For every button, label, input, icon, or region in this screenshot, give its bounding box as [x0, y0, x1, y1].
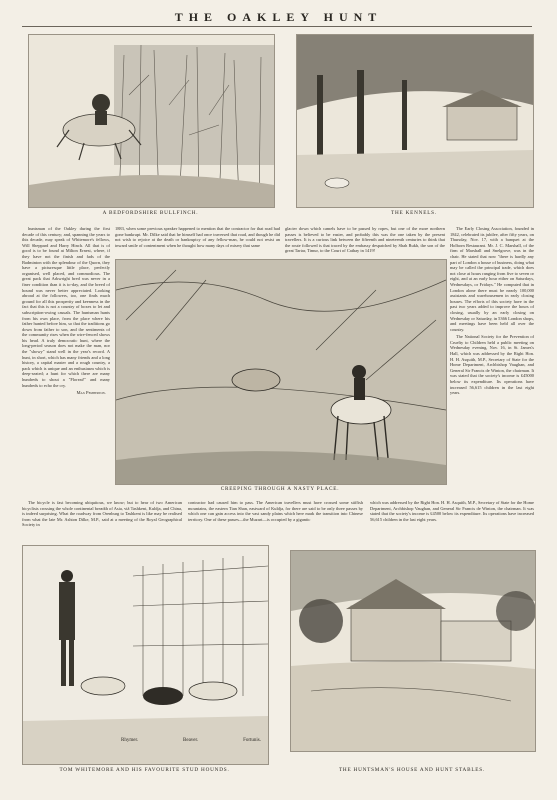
- article-column-1: [22, 226, 110, 496]
- caption-kennels: THE KENNELS.: [391, 210, 437, 216]
- article-paragraph: which was addressed by the Right Hon. H. H. Asquith, M.P., Secretary of State for the Home Department, Archbishop Vaughan, and General Sir Francis de Winton, the chairman. It was stated that the society's income is £4500 below its expenditure. Its operations have increased 56,615 children in the last eight years.: [370, 500, 534, 522]
- page-title: THE OAKLEY HUNT: [174, 10, 383, 24]
- article-paragraph: The bicycle is fast becoming ubiquitous, we know; but to hear of two American bicyclists crossing the whole continental breadth of Asia, viâ Tashkent, Kuldja, and China, is indeed surprising. What the roadway from Orenburg to Tashkent is like may be realised from what the late Mr. Ashton Dilke, M.P., said at a meeting of the Royal Geographical Society in: [22, 500, 182, 528]
- article-paragraph: 1883, when some previous speaker happened to mention that the contractor for that road had gone bankrupt. Mr. Dilke said that he himself had once traversed that road, and though he did not wish to rejoice at the death or bankruptcy of any fellow-man, he could not resist an inward smile of contentment when he thought how many days of misery that same: [115, 226, 280, 248]
- illustration-stables: [290, 550, 536, 752]
- article-paragraph: huntsman of the Oakley during the first decade of this century; and, spanning the years to this decade, may speak of Whitemore's fellows, Will Sheppard and Harry Hinch. All that is of good is to be found at Milton Ernest, where, if they have not the finish and fads of the Badminton with the splendour of the Quorn, they have a picturesque little place, perfectly organised, well placed, and commodious. The great pack that Arkwright bred was never in a finer condition than it is to-day, and the breed of hound was never better appreciated. Looking abroad at the followers, too, one finds much ground for all this prosperity and keenness in the fact that this is not a country of boxes to let and subscription-owing casuals. The huntsman hunts from his own place, from the place where his father hunted before him, so that the traditions go down from father to son, and the sentiments of the community rises when the wire-fenced shows his head. A truly democratic hunt, where the long-period season does not make the man, nor the "showy" stand well in the year's record. A hunt, in short, which has many friends and a long history, a capital master and a rough country, a pack which is unique and an enthusiasm which is deep-seated; a hunt for which there are many hundreds to shout a "Floreat!" and many hundreds to echo the cry.: [22, 226, 110, 388]
- hound-name-row: [121, 738, 261, 743]
- hound-name: Beaver.: [183, 738, 199, 743]
- hounds-engraving: [23, 546, 268, 764]
- caption-nasty-place: CREEPING THROUGH A NASTY PLACE.: [220, 486, 340, 492]
- caption-hounds: TOM WHITEMORE AND HIS FAVOURITE STUD HOUNDS.: [59, 767, 230, 773]
- article-paragraph: glacier down which camels have to be passed by ropes, but one of the more northern passes is believed to be easier, and probably this was the one taken by the present travellers. It is a curious link between the fifteenth and nineteenth centuries to think that the route followed is that traced by the embassy despatched by Shah Rukh, the son of the great Tartar, Timur, to the Court of Cathay in 1419!: [285, 226, 445, 254]
- illustration-nasty-place: [115, 259, 447, 485]
- kennels-engraving: [297, 35, 533, 207]
- caption-bullfinch: A BEDFORDSHIRE BULLFINCH.: [102, 210, 199, 216]
- hound-name: Fortunis.: [243, 738, 261, 743]
- article-lower-right: [370, 500, 534, 540]
- article-paragraph: contractor had caused him to pass. The American travellers must have crossed some stiffish mountains, the eastern Tian Shan, eastward of Kuldja, for there are said to be only three passes by which one can gain access into the vast sandy plains which here mark the transition into Chinese territory. One of these passes—the Muzart—is occupied by a gigantic: [188, 500, 363, 522]
- illustration-kennels: [296, 34, 534, 208]
- caption-stables: THE HUNTSMAN'S HOUSE AND HUNT STABLES.: [338, 767, 486, 773]
- author-signature: Max Pemberton.: [76, 390, 106, 396]
- illustration-bullfinch: [28, 34, 275, 208]
- stables-engraving: [291, 551, 535, 751]
- article-paragraph: The Early Closing Association, founded in 1842, celebrated its jubilee, after fifty years, on Thursday, Nov. 17, with a banquet at the Holborn Restaurant. Mr. J. C. Marshall, of the firm of Marshall and Snelgrove, was in the chair. He stated that now "there is hardly any part of London a house of business, doing what may be called the principal trade, which does not close at hours ranging from five to seven or eight, and at an early hour either on Saturdays, Wednesdays, or Fridays." He computed that in London alone there must be nearly 100,000 assistants and warehousemen in early closing houses. The efforts of this society have in the past two years added to improve the hours of closing, usually by an early closing on Wednesday or Saturday, in 5366 London shops, and meetings have been held all over the country.: [450, 226, 534, 332]
- article-column-2: [115, 226, 280, 258]
- nasty-place-engraving: [116, 260, 446, 484]
- article-paragraph: The National Society for the Prevention of Cruelty to Children held a public meeting on Wednesday evening, Nov. 16, in St. James's Hall, which was addressed by the Right Hon. H. H. Asquith, M.P., Secretary of State for the Home Department, Archbishop Vaughan, and General Sir Francis de Winton, the chairman. It was stated that the society's income is £45000 below its expenditure. Its operations have increased 56,615 children in the last eight years.: [450, 334, 534, 396]
- hound-name: Rhymer.: [121, 738, 139, 743]
- illustration-hounds: [22, 545, 269, 765]
- title-rule: [22, 26, 532, 27]
- article-column-3: [285, 226, 445, 258]
- article-column-4: [450, 226, 534, 496]
- bullfinch-engraving: [29, 35, 274, 207]
- article-lower-middle: [188, 500, 363, 540]
- article-lower-left: [22, 500, 182, 540]
